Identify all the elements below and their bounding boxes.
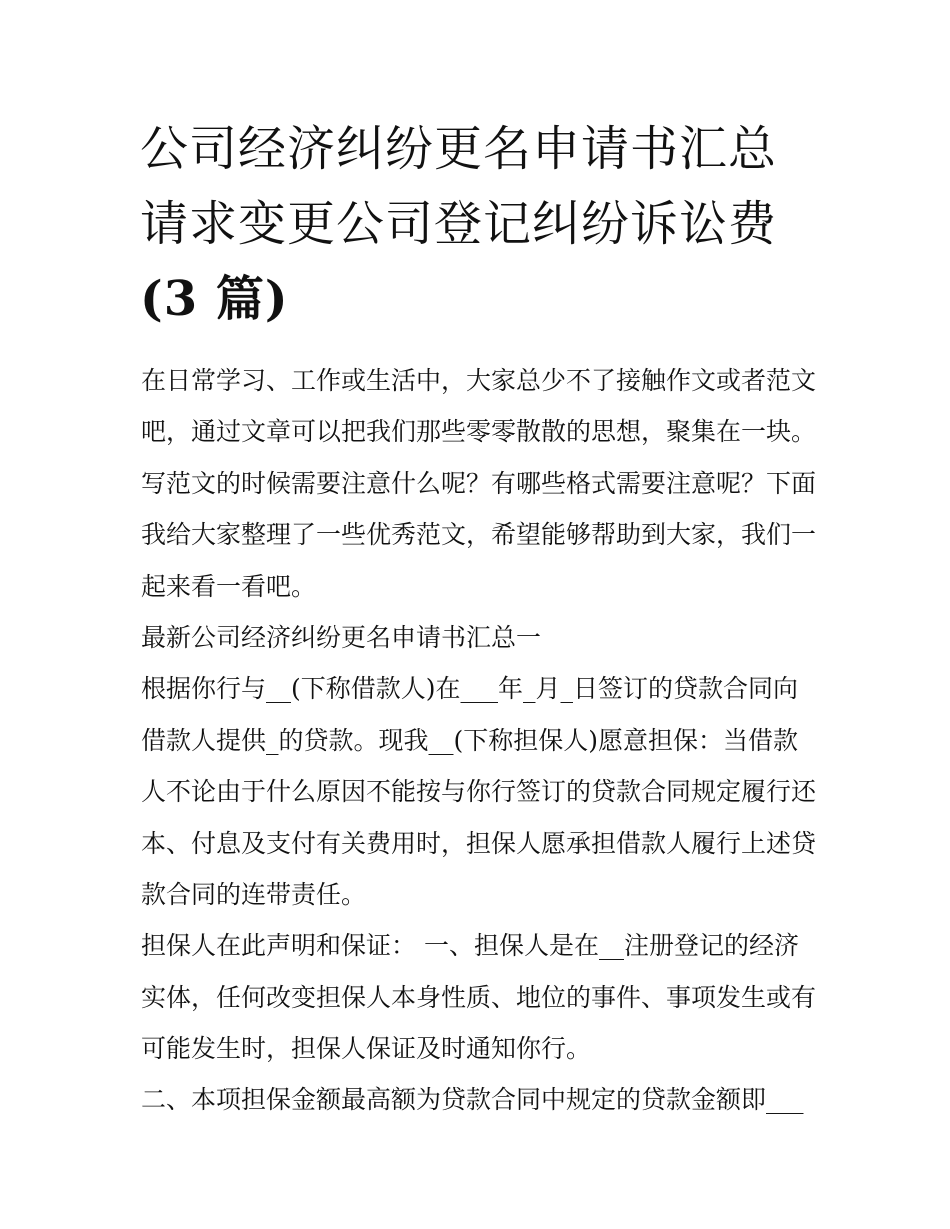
document-title [140, 112, 820, 337]
document-body [141, 355, 821, 1126]
body-line: 本、付息及支付有关费用时，担保人愿承担借款人履行上述贷 [141, 828, 817, 858]
body-line: 根据你行与__(下称借款人)在___年_月_日签订的贷款合同向 [141, 674, 799, 704]
body-line: 二、本项担保金额最高额为贷款合同中规定的贷款金额即___ [141, 1085, 804, 1115]
body-line: 可能发生时，担保人保证及时通知你行。 [141, 1034, 592, 1064]
body-line: 我给大家整理了一些优秀范文，希望能够帮助到大家，我们一 [141, 520, 817, 550]
body-line: 写范文的时候需要注意什么呢？有哪些格式需要注意呢？下面 [141, 468, 817, 498]
title-line-1: 公司经济纠纷更名申请书汇总 [140, 121, 778, 177]
body-line: 实体，任何改变担保人本身性质、地位的事件、事项发生或有 [141, 982, 817, 1012]
body-line: 在日常学习、工作或生活中，大家总少不了接触作文或者范文 [141, 366, 817, 395]
section-heading: 最新公司经济纠纷更名申请书汇总一 [141, 622, 542, 652]
body-line: 起来看一看吧。 [141, 571, 317, 601]
title-line-3: (3 篇) [140, 271, 289, 327]
title-line-2: 请求变更公司登记纠纷诉讼费 [140, 196, 778, 252]
body-line: 人不论由于什么原因不能按与你行签订的贷款合同规定履行还 [141, 777, 817, 807]
body-line: 担保人在此声明和保证： 一、担保人是在__注册登记的经济 [141, 931, 799, 961]
body-line: 款合同的连带责任。 [141, 879, 367, 909]
body-line: 吧，通过文章可以把我们那些零零散散的思想，聚集在一块。 [141, 417, 817, 447]
body-line: 借款人提供_的贷款。现我__(下称担保人)愿意担保：当借款 [141, 725, 799, 755]
